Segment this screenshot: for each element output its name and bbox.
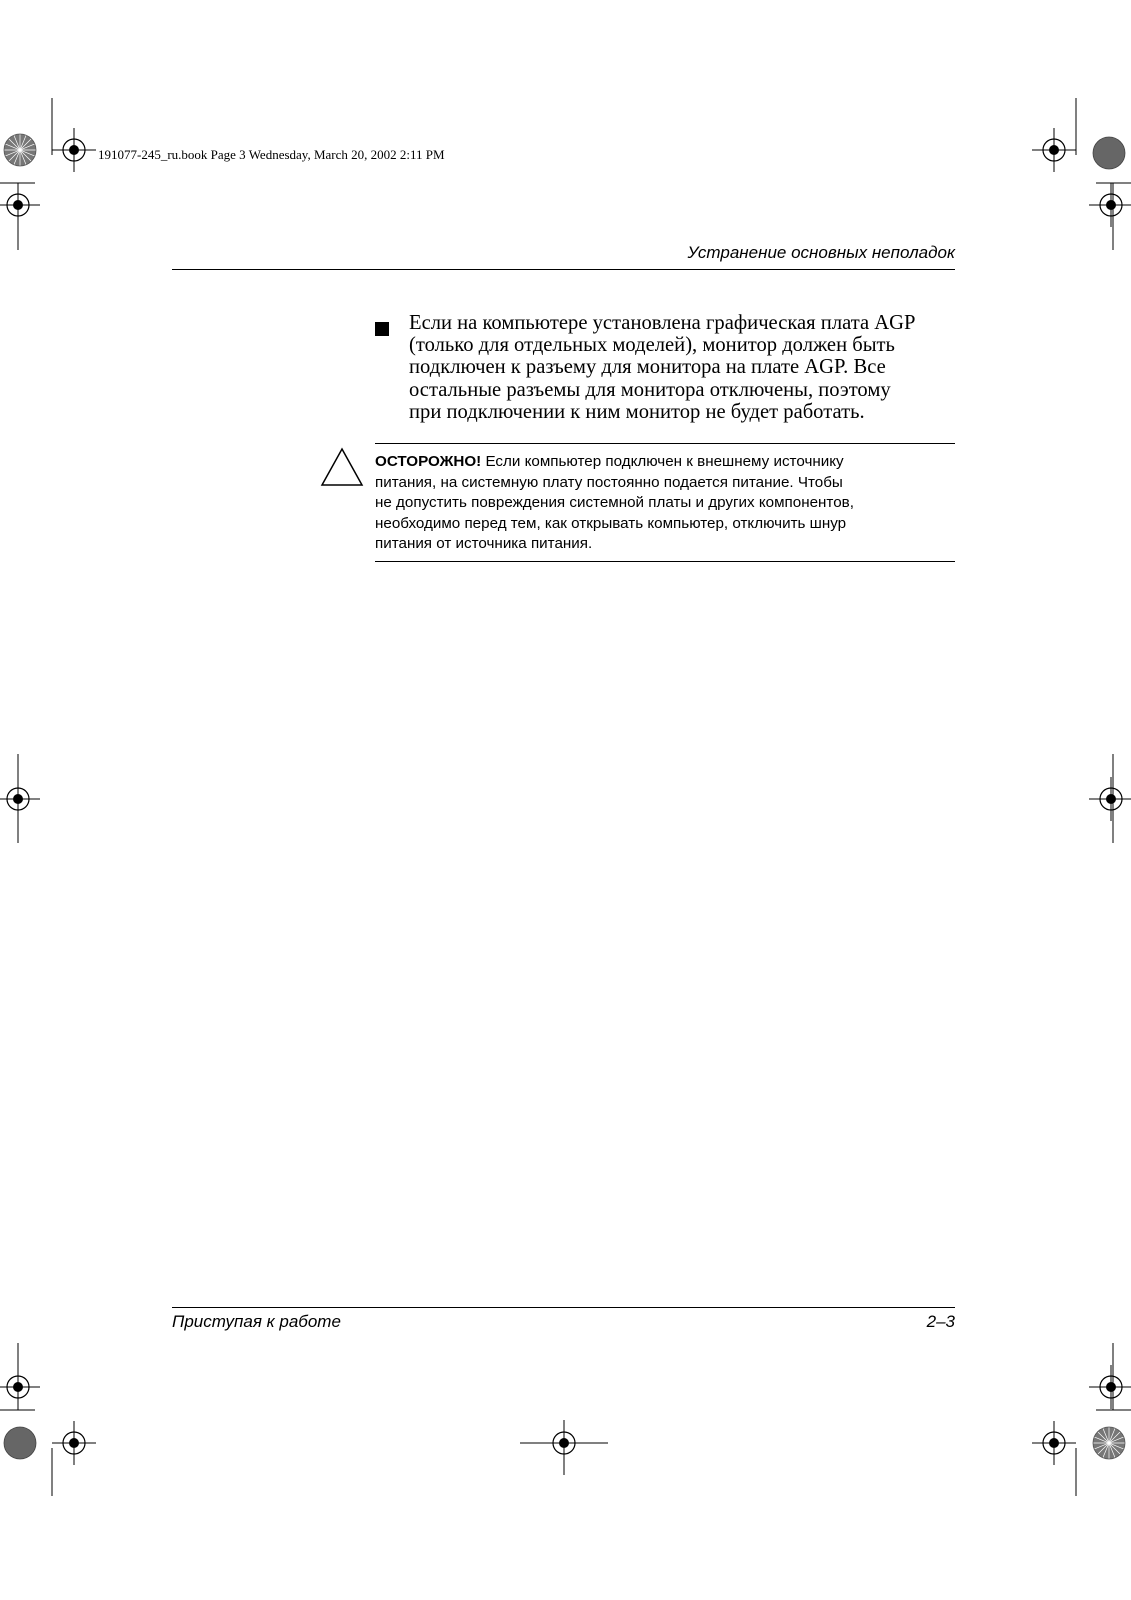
caution-line: питания от источника питания.: [375, 535, 593, 553]
bullet-line: остальные разъемы для монитора отключены, поэтому: [409, 378, 891, 401]
bullet-line: подключен к разъему для монитора на плате AGP. Все: [409, 356, 886, 379]
caution-paragraph: [375, 452, 955, 555]
footer-section-title: Приступая к работе: [172, 1312, 341, 1331]
warning-triangle-icon: [320, 447, 364, 487]
bullet-line: (только для отдельных моделей), монитор должен быть: [409, 334, 895, 357]
caution-line: необходимо перед тем, как открывать компьютер, отключить шнур: [375, 514, 847, 532]
bullet-paragraph: [409, 312, 959, 423]
print-slug: 191077-245_ru.book Page 3 Wednesday, March 20, 2002 2:11 PM: [98, 147, 445, 162]
caution-rule-top: [375, 443, 955, 444]
bullet-line: при подключении к ним монитор не будет работать.: [409, 400, 865, 423]
bullet-square-icon: [375, 322, 389, 336]
caution-rule-bottom: [375, 561, 955, 562]
caution-line-first: [375, 452, 955, 473]
footer-page-number: 2–3: [926, 1312, 955, 1331]
header-rule: [172, 269, 955, 270]
caution-line: питания, на системную плату постоянно подается питание. Чтобы: [375, 473, 843, 491]
footer-rule: [172, 1307, 955, 1308]
running-header: Устранение основных неполадок: [687, 243, 955, 262]
bullet-line: Если на компьютере установлена графическая плата AGP: [409, 312, 916, 334]
caution-line: Если компьютер подключен к внешнему источнику: [481, 453, 844, 470]
caution-line: не допустить повреждения системной платы и других компонентов,: [375, 494, 854, 512]
caution-label: ОСТОРОЖНО!: [375, 453, 482, 470]
